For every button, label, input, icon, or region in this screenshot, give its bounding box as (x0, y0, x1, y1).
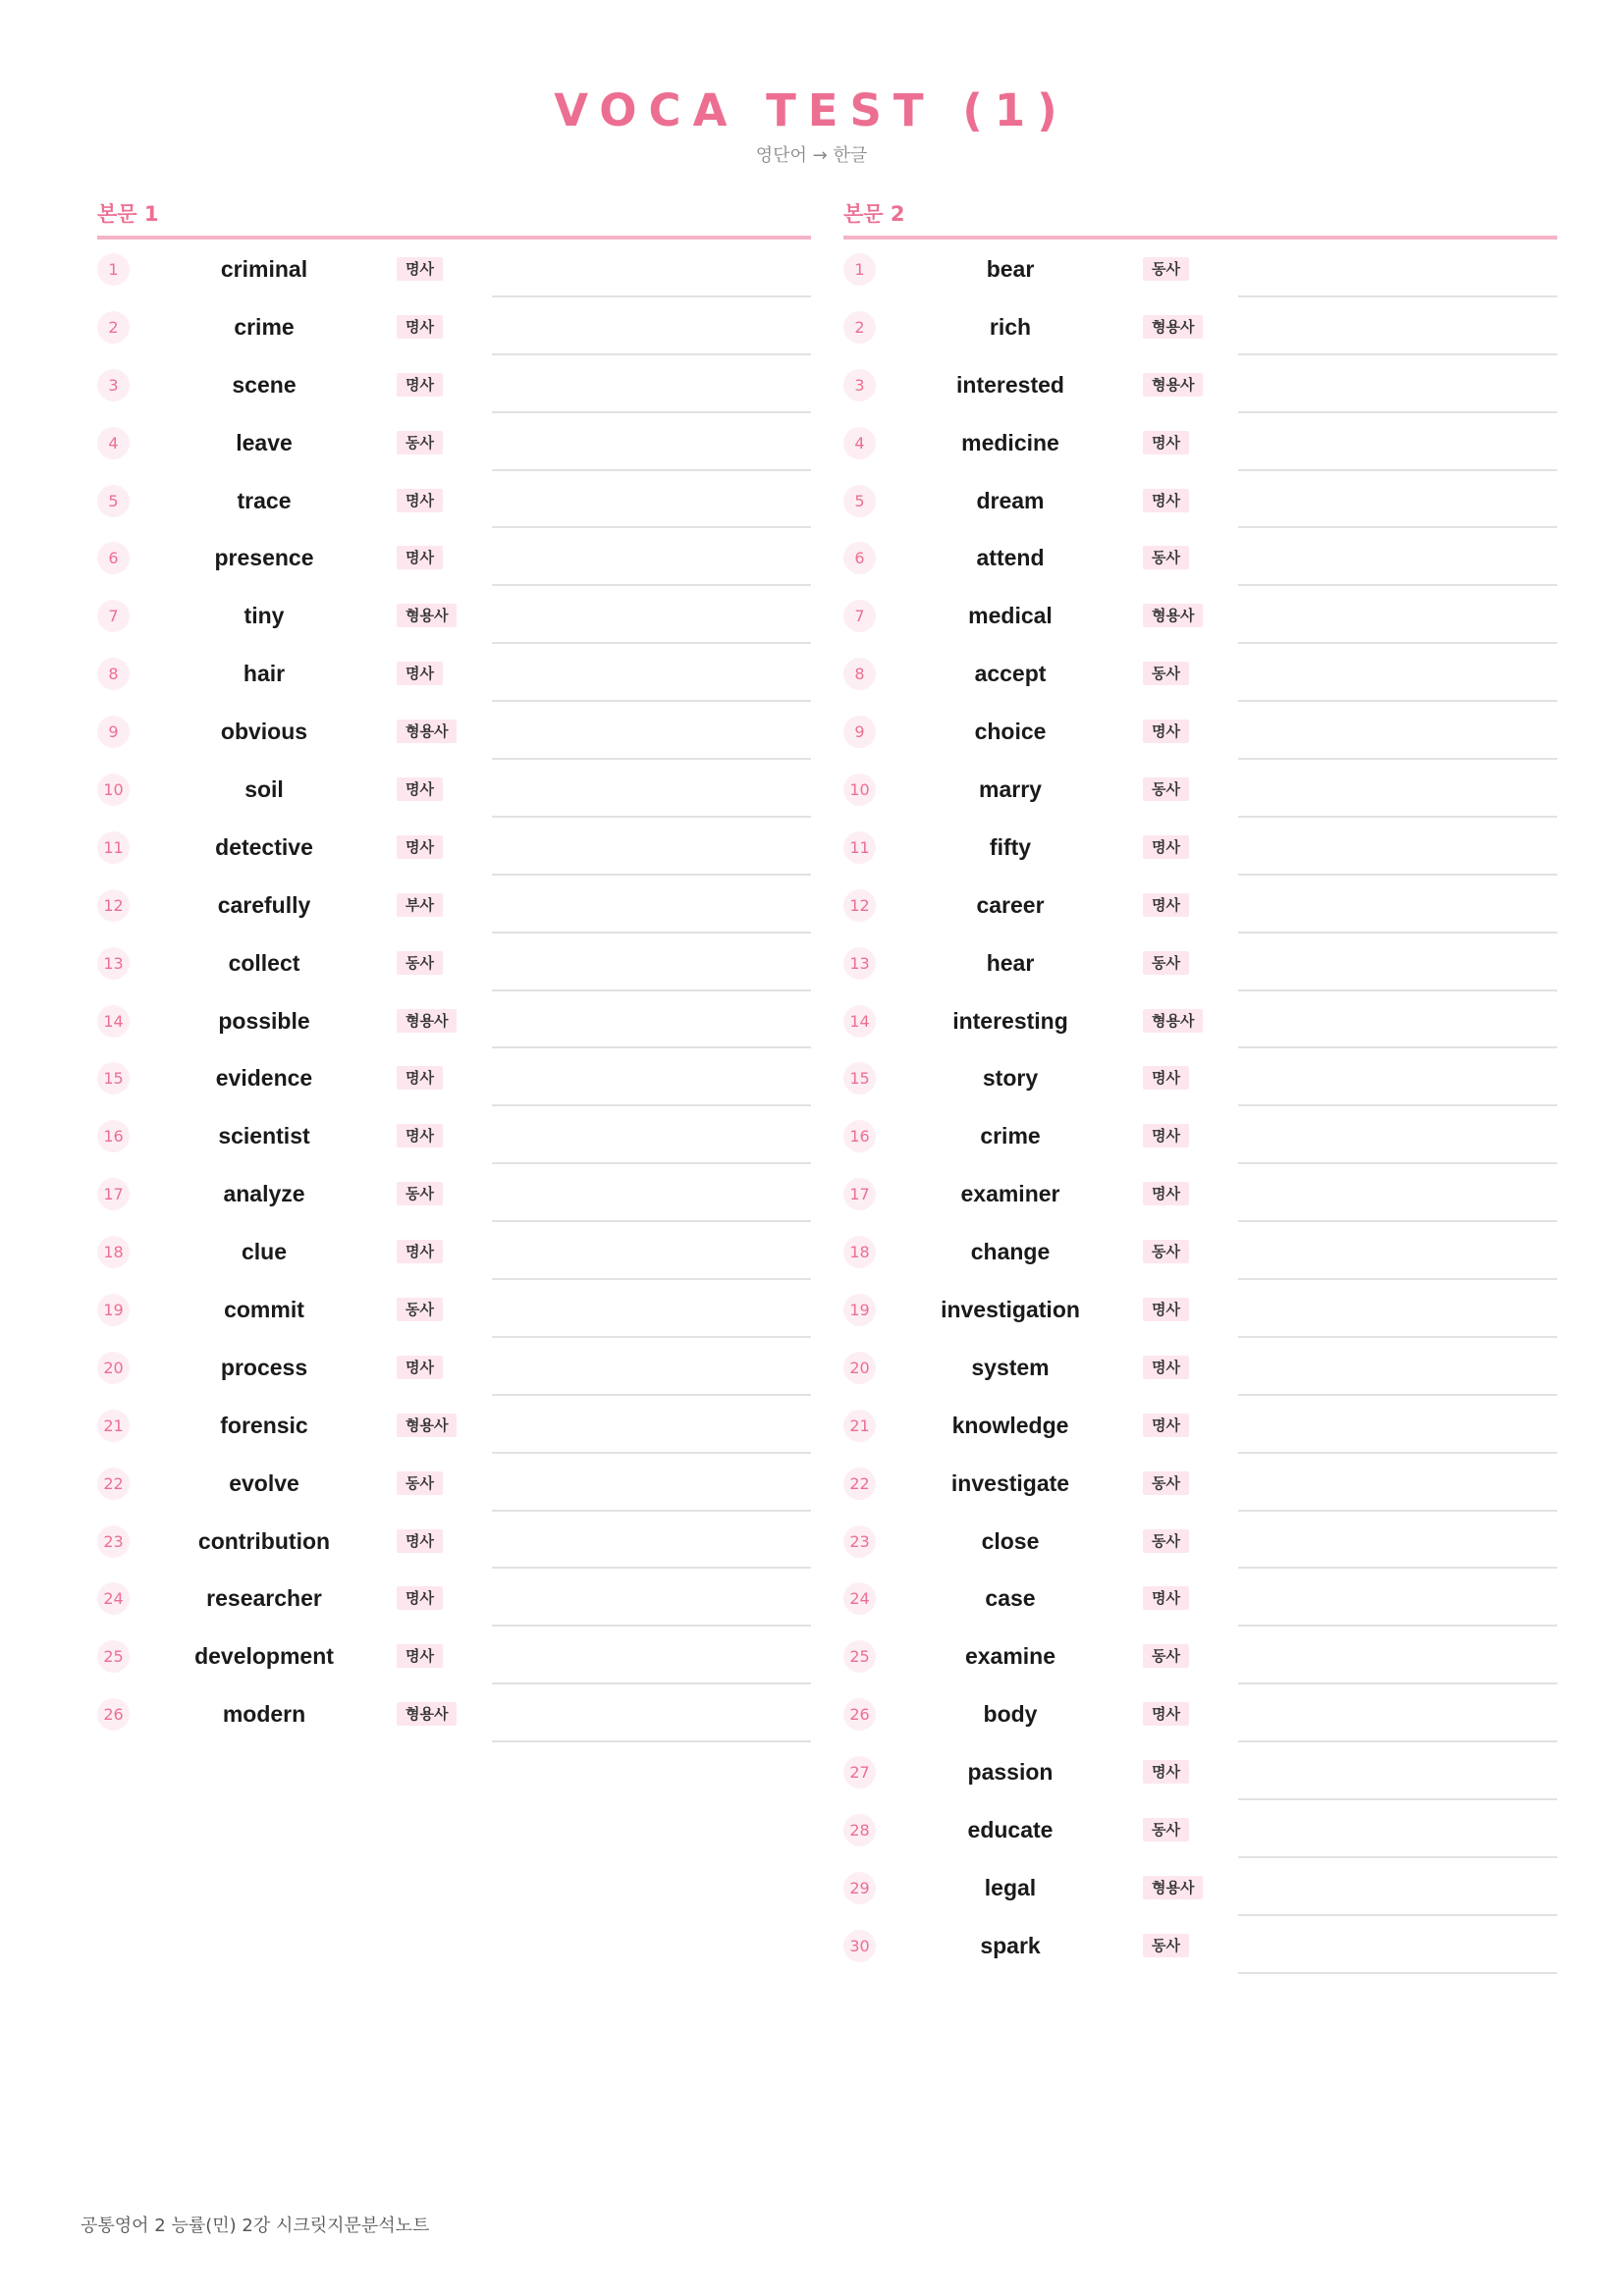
part-of-speech-badge: 동사 (397, 1298, 443, 1321)
word-row (843, 1742, 1557, 1800)
section-header (97, 198, 811, 240)
english-word: close (981, 1527, 1040, 1554)
word-row (97, 1106, 811, 1164)
english-word: forensic (220, 1412, 308, 1438)
item-number: 14 (97, 1005, 130, 1038)
english-word: hair (243, 661, 286, 687)
part-of-speech-badge: 동사 (1143, 1240, 1189, 1263)
item-number: 10 (843, 774, 876, 806)
item-number: 8 (843, 658, 876, 690)
english-word: rich (989, 313, 1032, 340)
item-number: 26 (97, 1698, 130, 1731)
item-number: 1 (843, 253, 876, 286)
word-row (843, 760, 1557, 818)
word-row (97, 471, 811, 529)
english-word: evidence (215, 1065, 313, 1092)
english-word: tiny (243, 603, 285, 629)
part-of-speech-badge: 명사 (1143, 1586, 1189, 1610)
part-of-speech-badge: 명사 (1143, 835, 1189, 859)
part-of-speech-badge: 명사 (397, 373, 443, 397)
english-word: modern (222, 1701, 306, 1728)
part-of-speech-badge: 명사 (1143, 1702, 1189, 1726)
word-row (843, 991, 1557, 1049)
word-row (843, 1048, 1557, 1106)
word-row (843, 1222, 1557, 1280)
item-number: 14 (843, 1005, 876, 1038)
word-row (843, 702, 1557, 760)
english-word: body (983, 1701, 1038, 1728)
english-word: passion (967, 1759, 1054, 1786)
english-word: system (971, 1354, 1050, 1380)
section-2 (843, 198, 1557, 1958)
part-of-speech-badge: 명사 (397, 1644, 443, 1668)
part-of-speech-badge: 명사 (397, 1586, 443, 1610)
english-word: crime (234, 313, 295, 340)
word-row (843, 413, 1557, 471)
part-of-speech-badge: 명사 (397, 1356, 443, 1379)
item-number: 11 (843, 831, 876, 864)
english-word: medicine (961, 429, 1059, 455)
part-of-speech-badge: 동사 (1143, 777, 1189, 801)
item-number: 27 (843, 1756, 876, 1789)
page-title: VOCA TEST (1) (554, 84, 1069, 136)
word-row (97, 528, 811, 586)
part-of-speech-badge: 형용사 (397, 1009, 457, 1033)
word-row (97, 1280, 811, 1338)
item-number: 17 (843, 1178, 876, 1210)
part-of-speech-badge: 명사 (397, 1066, 443, 1090)
english-word: investigation (941, 1297, 1080, 1323)
part-of-speech-badge: 동사 (1143, 1471, 1189, 1495)
part-of-speech-badge: 동사 (1143, 951, 1189, 975)
part-of-speech-badge: 동사 (1143, 1529, 1189, 1553)
section-title: 본문 2 (843, 202, 905, 226)
part-of-speech-badge: 명사 (1143, 1124, 1189, 1148)
item-number: 12 (97, 889, 130, 922)
part-of-speech-badge: 형용사 (1143, 1009, 1203, 1033)
part-of-speech-badge: 부사 (397, 893, 443, 917)
part-of-speech-badge: 형용사 (1143, 604, 1203, 627)
word-row (97, 1396, 811, 1454)
english-word: criminal (220, 256, 308, 282)
word-row (97, 1164, 811, 1222)
word-row (843, 1916, 1557, 1974)
word-row (843, 528, 1557, 586)
part-of-speech-badge: 명사 (397, 257, 443, 281)
item-number: 23 (97, 1525, 130, 1558)
word-row (97, 413, 811, 471)
section-title: 본문 1 (97, 202, 159, 226)
word-row (843, 471, 1557, 529)
word-row (97, 1684, 811, 1742)
english-word: contribution (197, 1527, 331, 1554)
item-number: 21 (843, 1410, 876, 1442)
english-word: educate (967, 1817, 1054, 1843)
word-row (97, 240, 811, 297)
english-word: analyze (223, 1181, 305, 1207)
word-row (843, 1396, 1557, 1454)
part-of-speech-badge: 형용사 (397, 1414, 457, 1437)
item-number: 3 (97, 369, 130, 401)
english-word: development (194, 1643, 334, 1670)
part-of-speech-badge: 동사 (1143, 257, 1189, 281)
part-of-speech-badge: 명사 (397, 777, 443, 801)
item-number: 18 (843, 1236, 876, 1268)
part-of-speech-badge: 명사 (1143, 1066, 1189, 1090)
english-word: accept (974, 661, 1047, 687)
part-of-speech-badge: 명사 (397, 1124, 443, 1148)
part-of-speech-badge: 동사 (1143, 546, 1189, 569)
word-row (843, 1280, 1557, 1338)
word-row (843, 297, 1557, 355)
item-number: 9 (843, 716, 876, 748)
part-of-speech-badge: 동사 (397, 951, 443, 975)
item-number: 26 (843, 1698, 876, 1731)
english-word: knowledge (951, 1412, 1069, 1438)
word-list (843, 240, 1557, 1974)
part-of-speech-badge: 명사 (1143, 1760, 1189, 1784)
item-number: 6 (843, 542, 876, 574)
english-word: scene (232, 371, 297, 398)
item-number: 29 (843, 1872, 876, 1904)
word-row (97, 876, 811, 934)
word-row (843, 586, 1557, 644)
part-of-speech-badge: 동사 (1143, 662, 1189, 685)
item-number: 4 (97, 427, 130, 459)
english-word: clue (241, 1239, 288, 1265)
english-word: marry (979, 776, 1042, 803)
part-of-speech-badge: 명사 (397, 662, 443, 685)
part-of-speech-badge: 명사 (397, 835, 443, 859)
item-number: 16 (97, 1120, 130, 1152)
item-number: 13 (97, 947, 130, 980)
part-of-speech-badge: 명사 (397, 546, 443, 569)
part-of-speech-badge: 명사 (1143, 1298, 1189, 1321)
part-of-speech-badge: 동사 (397, 431, 443, 454)
english-word: collect (228, 949, 300, 976)
english-word: dream (976, 487, 1045, 513)
item-number: 21 (97, 1410, 130, 1442)
item-number: 28 (843, 1814, 876, 1846)
english-word: choice (974, 719, 1047, 745)
item-number: 13 (843, 947, 876, 980)
part-of-speech-badge: 명사 (397, 315, 443, 339)
footer-text: 공통영어 2 능률(민) 2강 시크릿지문분석노트 (81, 2216, 430, 2236)
part-of-speech-badge: 동사 (397, 1471, 443, 1495)
english-word: scientist (218, 1123, 310, 1149)
word-row (843, 644, 1557, 702)
english-word: crime (980, 1123, 1041, 1149)
word-list (97, 240, 811, 1742)
part-of-speech-badge: 형용사 (1143, 315, 1203, 339)
english-word: investigate (950, 1469, 1070, 1496)
word-row (97, 644, 811, 702)
english-word: case (985, 1585, 1036, 1612)
item-number: 7 (843, 600, 876, 632)
item-number: 6 (97, 542, 130, 574)
english-word: hear (986, 949, 1035, 976)
word-row (97, 355, 811, 413)
word-row (843, 1164, 1557, 1222)
english-word: obvious (220, 719, 308, 745)
part-of-speech-badge: 동사 (1143, 1934, 1189, 1957)
item-number: 25 (97, 1640, 130, 1673)
english-word: process (220, 1354, 308, 1380)
english-word: detective (215, 833, 313, 860)
word-row (97, 297, 811, 355)
item-number: 2 (97, 311, 130, 344)
word-row (843, 1512, 1557, 1570)
item-number: 5 (97, 485, 130, 517)
english-word: evolve (229, 1469, 299, 1496)
english-word: spark (980, 1932, 1041, 1958)
item-number: 3 (843, 369, 876, 401)
english-word: bear (986, 256, 1035, 282)
english-word: story (982, 1065, 1039, 1092)
word-row (97, 1338, 811, 1396)
part-of-speech-badge: 명사 (1143, 1414, 1189, 1437)
word-row (97, 1627, 811, 1684)
word-row (97, 702, 811, 760)
item-number: 9 (97, 716, 130, 748)
item-number: 23 (843, 1525, 876, 1558)
item-number: 11 (97, 831, 130, 864)
part-of-speech-badge: 명사 (1143, 489, 1189, 512)
english-word: trace (237, 487, 292, 513)
item-number: 24 (843, 1582, 876, 1615)
word-row (843, 934, 1557, 991)
english-word: career (976, 891, 1045, 918)
part-of-speech-badge: 명사 (1143, 431, 1189, 454)
word-row (97, 1569, 811, 1627)
item-number: 2 (843, 311, 876, 344)
part-of-speech-badge: 동사 (397, 1182, 443, 1205)
english-word: legal (984, 1874, 1037, 1900)
section-1 (97, 198, 811, 1728)
item-number: 5 (843, 485, 876, 517)
word-row (843, 1800, 1557, 1858)
english-word: examiner (960, 1181, 1060, 1207)
word-row (97, 1454, 811, 1512)
section-header (843, 198, 1557, 240)
english-word: attend (976, 545, 1045, 571)
item-number: 20 (843, 1352, 876, 1384)
word-row (97, 991, 811, 1049)
item-number: 7 (97, 600, 130, 632)
english-word: presence (214, 545, 314, 571)
word-row (97, 760, 811, 818)
word-row (843, 240, 1557, 297)
english-word: soil (244, 776, 284, 803)
english-word: interested (956, 371, 1064, 398)
english-word: medical (968, 603, 1053, 629)
english-word: leave (236, 429, 293, 455)
word-row (843, 1338, 1557, 1396)
item-number: 16 (843, 1120, 876, 1152)
word-row (97, 818, 811, 876)
part-of-speech-badge: 형용사 (397, 720, 457, 743)
item-number: 8 (97, 658, 130, 690)
word-row (843, 1454, 1557, 1512)
word-row (843, 1569, 1557, 1627)
part-of-speech-badge: 명사 (397, 1529, 443, 1553)
part-of-speech-badge: 명사 (1143, 1182, 1189, 1205)
item-number: 24 (97, 1582, 130, 1615)
part-of-speech-badge: 동사 (1143, 1644, 1189, 1668)
english-word: carefully (217, 891, 311, 918)
item-number: 25 (843, 1640, 876, 1673)
word-row (843, 1858, 1557, 1916)
item-number: 17 (97, 1178, 130, 1210)
word-row (97, 586, 811, 644)
english-word: examine (964, 1643, 1056, 1670)
english-word: commit (224, 1297, 304, 1323)
word-row (843, 355, 1557, 413)
word-row (843, 1684, 1557, 1742)
item-number: 15 (97, 1062, 130, 1095)
item-number: 19 (97, 1294, 130, 1326)
item-number: 1 (97, 253, 130, 286)
item-number: 15 (843, 1062, 876, 1095)
part-of-speech-badge: 명사 (1143, 720, 1189, 743)
word-row (843, 818, 1557, 876)
item-number: 4 (843, 427, 876, 459)
english-word: possible (218, 1007, 310, 1034)
english-word: change (970, 1239, 1051, 1265)
answer-line[interactable] (1238, 1972, 1557, 1974)
word-row (97, 1512, 811, 1570)
word-row (843, 1627, 1557, 1684)
part-of-speech-badge: 명사 (1143, 1356, 1189, 1379)
page-subtitle: 영단어 → 한글 (755, 145, 868, 166)
part-of-speech-badge: 형용사 (1143, 1876, 1203, 1899)
english-word: interesting (952, 1007, 1068, 1034)
item-number: 22 (843, 1468, 876, 1500)
part-of-speech-badge: 형용사 (397, 1702, 457, 1726)
part-of-speech-badge: 형용사 (1143, 373, 1203, 397)
english-word: researcher (206, 1585, 322, 1612)
word-row (97, 1222, 811, 1280)
part-of-speech-badge: 명사 (397, 1240, 443, 1263)
item-number: 18 (97, 1236, 130, 1268)
item-number: 30 (843, 1930, 876, 1962)
answer-line[interactable] (492, 1740, 811, 1742)
part-of-speech-badge: 명사 (397, 489, 443, 512)
word-row (843, 876, 1557, 934)
item-number: 20 (97, 1352, 130, 1384)
part-of-speech-badge: 동사 (1143, 1818, 1189, 1842)
part-of-speech-badge: 명사 (1143, 893, 1189, 917)
part-of-speech-badge: 형용사 (397, 604, 457, 627)
english-word: fifty (989, 833, 1032, 860)
word-row (843, 1106, 1557, 1164)
word-row (97, 934, 811, 991)
word-row (97, 1048, 811, 1106)
item-number: 12 (843, 889, 876, 922)
item-number: 10 (97, 774, 130, 806)
item-number: 19 (843, 1294, 876, 1326)
item-number: 22 (97, 1468, 130, 1500)
